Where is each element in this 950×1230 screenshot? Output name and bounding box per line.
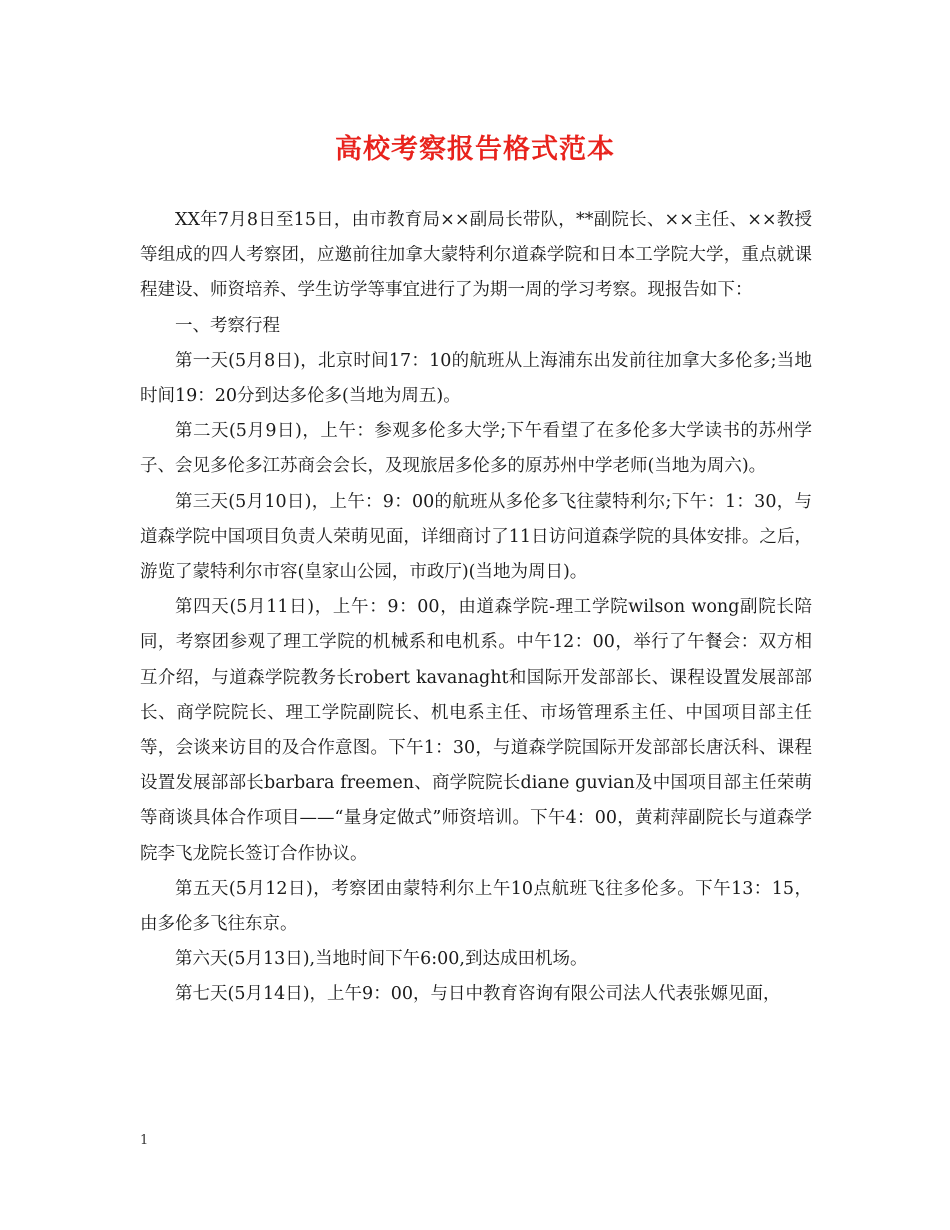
- paragraph-day-6: 第六天(5月13日),当地时间下午6:00,到达成田机场。: [175, 949, 588, 970]
- paragraph-day-2: 第二天(5月9日)，上午：参观多伦多大学;下午看望了在多伦多大学读书的苏州学子、会见多伦多江苏商会会长，及现旅居多伦多的原苏州中学老师(当地为周六)。: [140, 421, 812, 477]
- paragraph-day-1: 第一天(5月8日)，北京时间17：10的航班从上海浦东出发前往加拿大多伦多;当地时间19：20分到达多伦多(当地为周五)。: [140, 350, 812, 407]
- paragraph-day-3: 第三天(5月10日)，上午：9：00的航班从多伦多飞往蒙特利尔;下午：1：30，与道森学院中国项目负责人荣萌见面，详细商讨了11日访问道森学院的具体安排。之后，游览了蒙特利尔市容(皇家山公园，市政厅)(当地为周日)。: [140, 491, 812, 583]
- paragraph-day-4: 第四天(5月11日)，上午：9：00，由道森学院-理工学院wilson wong副院长陪同，考察团参观了理工学院的机械系和电机系。中午12：00，举行了午餐会：双方相互介绍，与道森学院教务长robert kavanaght和国际开发部部长、课程设置发展部部长、商学院院长、理工学院副院长、机电系主任、市场管理系主任、中国项目部主任等，会谈来访目的及合作意图。下午1：30，与道森学院国际开发部部长唐沃科、课程设置发展部部长barbara freemen、商学院院长diane guvian及中国项目部主任荣萌等商谈具体合作项目——“量身定做式”师资培训。下午4：00，黄莉萍副院长与道森学院李飞龙院长签订合作协议。: [140, 597, 812, 864]
- page-number: 1: [140, 1133, 149, 1148]
- paragraph-day-5: 第五天(5月12日)，考察团由蒙特利尔上午10点航班飞往多伦多。下午13：15，由多伦多飞往东京。: [140, 878, 812, 935]
- paragraph-intro: XX年7月8日至15日，由市教育局××副局长带队，**副院长、××主任、××教授等组成的四人考察团，应邀前往加拿大蒙特利尔道森学院和日本工学院大学，重点就课程建设、师资培养、学生访学等事宜进行了为期一周的学习考察。现报告如下：: [140, 210, 812, 301]
- document-title: 高校考察报告格式范本: [335, 134, 615, 165]
- section-heading: 一、考察行程: [175, 315, 280, 336]
- paragraph-day-7: 第七天(5月14日)，上午9：00，与日中教育咨询有限公司法人代表张嫄见面，: [175, 984, 781, 1005]
- document-body: [140, 203, 812, 1013]
